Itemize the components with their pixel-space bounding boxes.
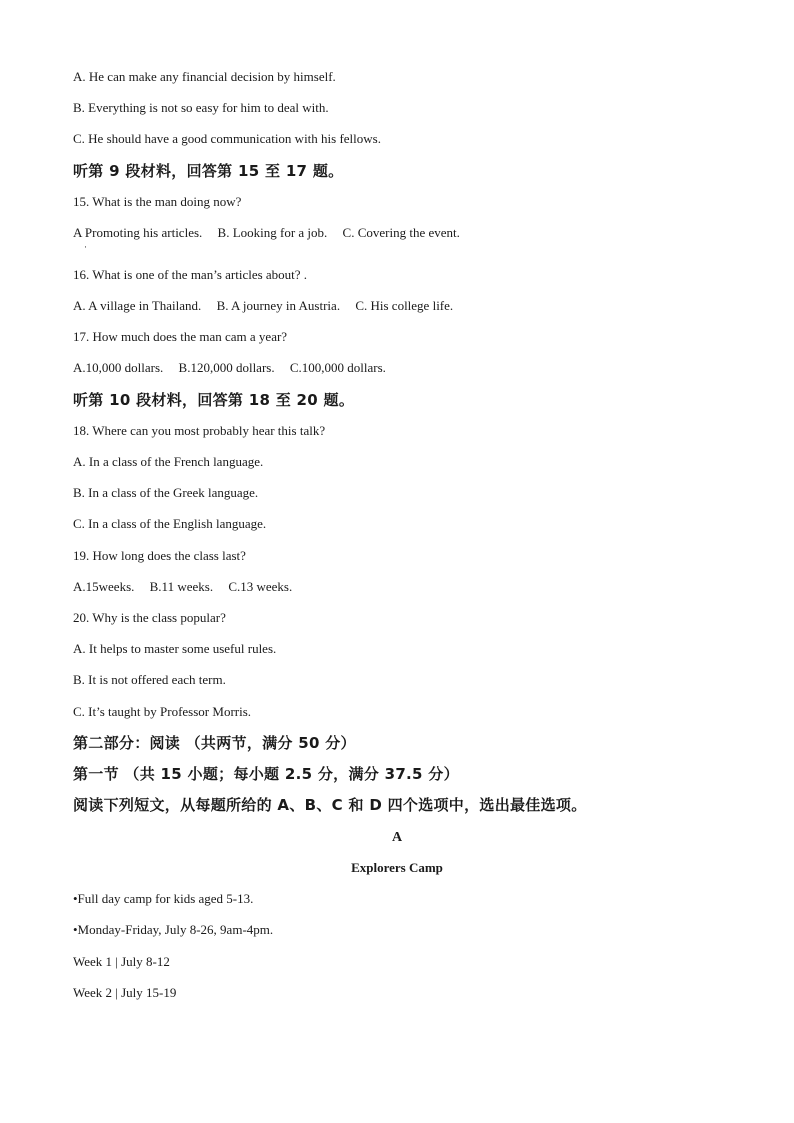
camp-age-bullet: •Full day camp for kids aged 5-13. <box>73 891 254 906</box>
q20-option-b: B. It is not offered each term. <box>73 672 226 687</box>
q18-option-b: B. In a class of the Greek language. <box>73 485 259 500</box>
q16-option-c: C. His college life. <box>355 298 454 313</box>
q19-option-c: C.13 weeks. <box>228 579 293 594</box>
q19-options <box>73 579 292 595</box>
q14-option-a: A. He can make any financial decision by himself. <box>73 69 336 84</box>
q15-option-c: C. Covering the event. <box>342 225 460 240</box>
q19-option-a: A.15weeks. <box>73 579 135 594</box>
q16-options <box>73 298 453 314</box>
q17-stem: 17. How much does the man cam a year? <box>73 329 288 344</box>
stray-dot: · <box>84 242 87 252</box>
q20-stem: 20. Why is the class popular? <box>73 610 226 625</box>
passage-letter: A <box>391 830 403 845</box>
q18-option-c: C. In a class of the English language. <box>73 516 267 531</box>
passage-title: Explorers Camp <box>351 860 443 875</box>
q14-option-b: B. Everything is not so easy for him to deal with. <box>73 100 329 115</box>
q15-options <box>73 225 460 241</box>
q15-option-a: A Promoting his articles. <box>73 225 203 240</box>
week-1-line: Week 1 | July 8-12 <box>73 954 170 969</box>
camp-schedule-bullet: •Monday-Friday, July 8-26, 9am-4pm. <box>73 922 274 937</box>
part-2-section-1-header: 第一节 （共 15 小题；每小题 2.5 分，满分 37.5 分） <box>73 765 459 783</box>
q16-option-a: A. A village in Thailand. <box>73 298 202 313</box>
q17-option-a: A.10,000 dollars. <box>73 360 164 375</box>
q15-option-b: B. Looking for a job. <box>217 225 328 240</box>
part-2-header: 第二部分：阅读 （共两节，满分 50 分） <box>73 734 356 752</box>
q18-option-a: A. In a class of the French language. <box>73 454 264 469</box>
q17-option-b: B.120,000 dollars. <box>178 360 275 375</box>
reading-instructions: 阅读下列短文，从每题所给的 A、B、C 和 D 四个选项中，选出最佳选项。 <box>73 796 587 814</box>
q18-stem: 18. Where can you most probably hear this talk? <box>73 423 326 438</box>
section-10-header: 听第 10 段材料，回答第 18 至 20 题。 <box>73 391 355 409</box>
q17-options <box>73 360 386 376</box>
q20-option-a: A. It helps to master some useful rules. <box>73 641 277 656</box>
week-2-line: Week 2 | July 15-19 <box>73 985 177 1000</box>
q16-stem: 16. What is one of the man’s articles about? . <box>73 267 308 282</box>
q19-option-b: B.11 weeks. <box>149 579 214 594</box>
q14-option-c: C. He should have a good communication with his fellows. <box>73 131 381 146</box>
q20-option-c: C. It’s taught by Professor Morris. <box>73 704 252 719</box>
q16-option-b: B. A journey in Austria. <box>216 298 341 313</box>
q17-option-c: C.100,000 dollars. <box>289 360 386 375</box>
q19-stem: 19. How long does the class last? <box>73 548 246 563</box>
q15-stem: 15. What is the man doing now? <box>73 194 242 209</box>
section-9-header: 听第 9 段材料，回答第 15 至 17 题。 <box>73 162 344 180</box>
